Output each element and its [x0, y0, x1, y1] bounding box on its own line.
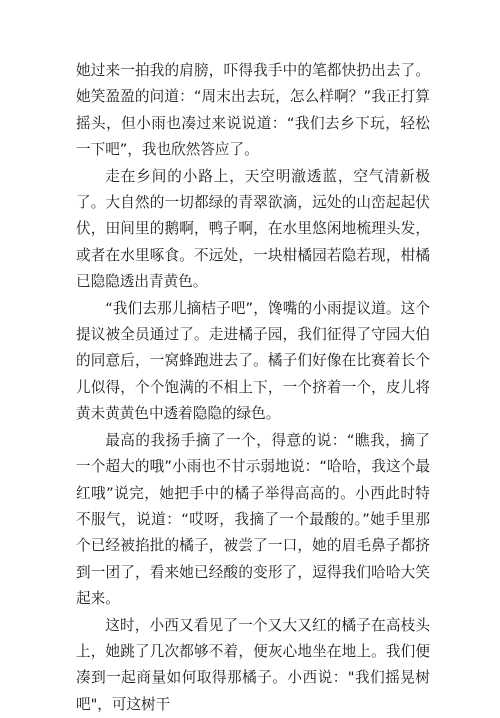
document-page	[76, 58, 430, 718]
paragraph-1: 她过来一拍我的肩膀，吓得我手中的笔都快扔出去了。她笑盈盈的问道：“周末出去玩，怎么样啊？”我正打算摇头，但小雨也凑过来说说道：“我们去乡下玩，轻松一下吧”，我也欣然答应了。	[76, 62, 430, 159]
paragraph-5: 这时，小西又看见了一个又大又红的橘子在高枝头上，她跳了几次都够不着，便灰心地坐在地上。我们便凑到一起商量如何取得那橘子。小西说："我们摇晃树吧"，可这树干	[76, 616, 430, 713]
paragraph-3: “我们去那儿摘桔子吧”，馋嘴的小雨提议道。这个提议被全员通过了。走进橘子园，我们征得了守园大伯的同意后，一窝蜂跑进去了。橘子们好像在比赛着长个儿似得，个个饱满的不相上下，一个挤着一个，皮儿将黄未黄黄色中透着隐隐的绿色。	[76, 299, 430, 423]
paragraph-2: 走在乡间的小路上，天空明澈透蓝，空气清新极了。大自然的一切都绿的青翠欲滴，远处的山峦起起伏伏，田间里的鹅啊，鸭子啊，在水里悠闲地梳理头发，或者在水里啄食。不远处，一块柑橘园若隐若现，柑橘已隐隐透出青黄色。	[76, 167, 430, 291]
paragraph-4: 最高的我扬手摘了一个，得意的说：“瞧我，摘了一个超大的哦”小雨也不甘示弱地说：“哈哈，我这个最红哦”说完，她把手中的橘子举得高高的。小西此时特不服气，说道：“哎呀，我摘了一个最酸的。”她手里那个已经被掐批的橘子，被尝了一口，她的眉毛鼻子都挤到一团了，看来她已经酸的变形了，逗得我们哈哈大笑起来。	[76, 431, 430, 608]
